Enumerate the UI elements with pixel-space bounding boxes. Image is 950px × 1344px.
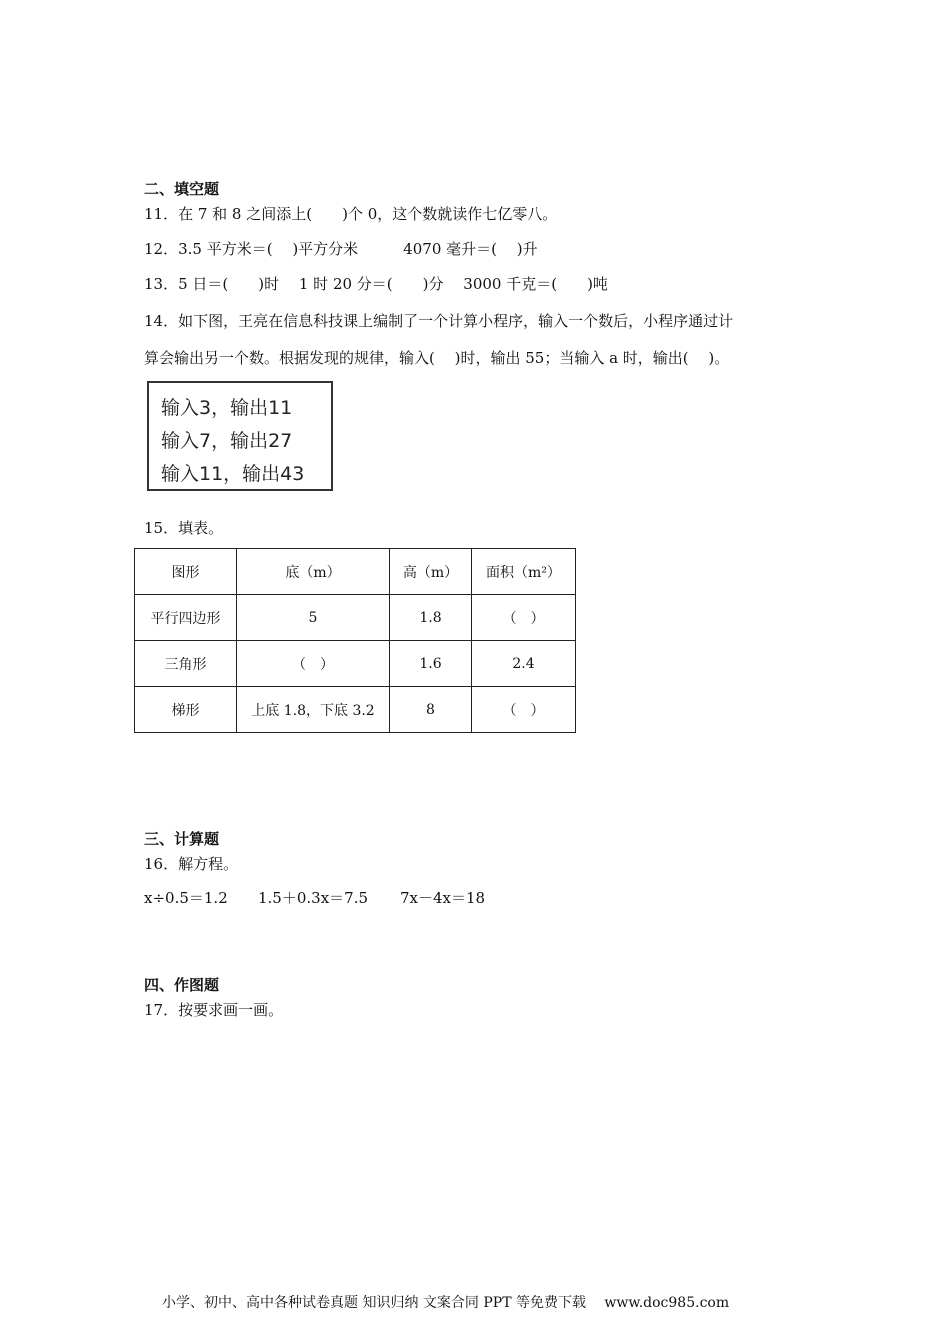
- equation-1: x÷0.5＝1.2: [144, 889, 228, 907]
- question-15: 15．填表。: [144, 519, 224, 537]
- table-row: [135, 641, 576, 687]
- program-line: 输入7，输出27: [161, 430, 293, 452]
- program-box: [147, 381, 333, 491]
- question-13: 13．5 日＝( )时 1 时 20 分＝( )分 3000 千克＝( )吨: [144, 275, 608, 293]
- table-cell: 平行四边形: [135, 595, 237, 641]
- section-heading-fill-in: 二、填空题: [144, 180, 220, 198]
- equation-2: 1.5＋0.3x＝7.5: [258, 889, 369, 907]
- table-cell: 三角形: [135, 641, 237, 687]
- table-cell: （ ）: [472, 595, 576, 641]
- program-line: 输入11，输出43: [161, 463, 305, 485]
- table-cell: 2.4: [472, 641, 576, 687]
- table-cell: 梯形: [135, 687, 237, 733]
- table-cell: 1.6: [390, 641, 472, 687]
- program-line: 输入3，输出11: [161, 397, 293, 419]
- table-row: [135, 595, 576, 641]
- table-cell: 上底 1.8，下底 3.2: [237, 687, 390, 733]
- table-header-cell: 图形: [135, 549, 237, 595]
- question-17: 17．按要求画一画。: [144, 1001, 284, 1019]
- table-cell: （ ）: [472, 687, 576, 733]
- table-header-cell: 高（m）: [390, 549, 472, 595]
- question-14-line-2: 算会输出另一个数。根据发现的规律，输入( )时，输出 55；当输入 a 时，输出( )。: [144, 349, 730, 367]
- table-header-cell: 底（m）: [237, 549, 390, 595]
- page-footer: 小学、初中、高中各种试卷真题 知识归纳 文案合同 PPT 等免费下载 www.doc985.com: [162, 1295, 730, 1311]
- table-cell: 5: [237, 595, 390, 641]
- equation-3: 7x－4x＝18: [400, 889, 486, 907]
- question-11: 11．在 7 和 8 之间添上( )个 0，这个数就读作七亿零八。: [144, 205, 558, 223]
- table-cell: （ ）: [237, 641, 390, 687]
- table-header-row: [135, 549, 576, 595]
- table-row: [135, 687, 576, 733]
- question-16: 16．解方程。: [144, 855, 239, 873]
- question-14-line-1: 14．如下图，王亮在信息科技课上编制了一个计算小程序，输入一个数后，小程序通过计: [144, 312, 734, 330]
- table-cell: 8: [390, 687, 472, 733]
- table-header-cell: 面积（m²）: [472, 549, 576, 595]
- section-heading-drawing: 四、作图题: [144, 976, 220, 994]
- table-cell: 1.8: [390, 595, 472, 641]
- question-12: 12．3.5 平方米＝( )平方分米 4070 毫升＝( )升: [144, 240, 538, 258]
- fill-table: [134, 548, 576, 733]
- section-heading-calculation: 三、计算题: [144, 830, 220, 848]
